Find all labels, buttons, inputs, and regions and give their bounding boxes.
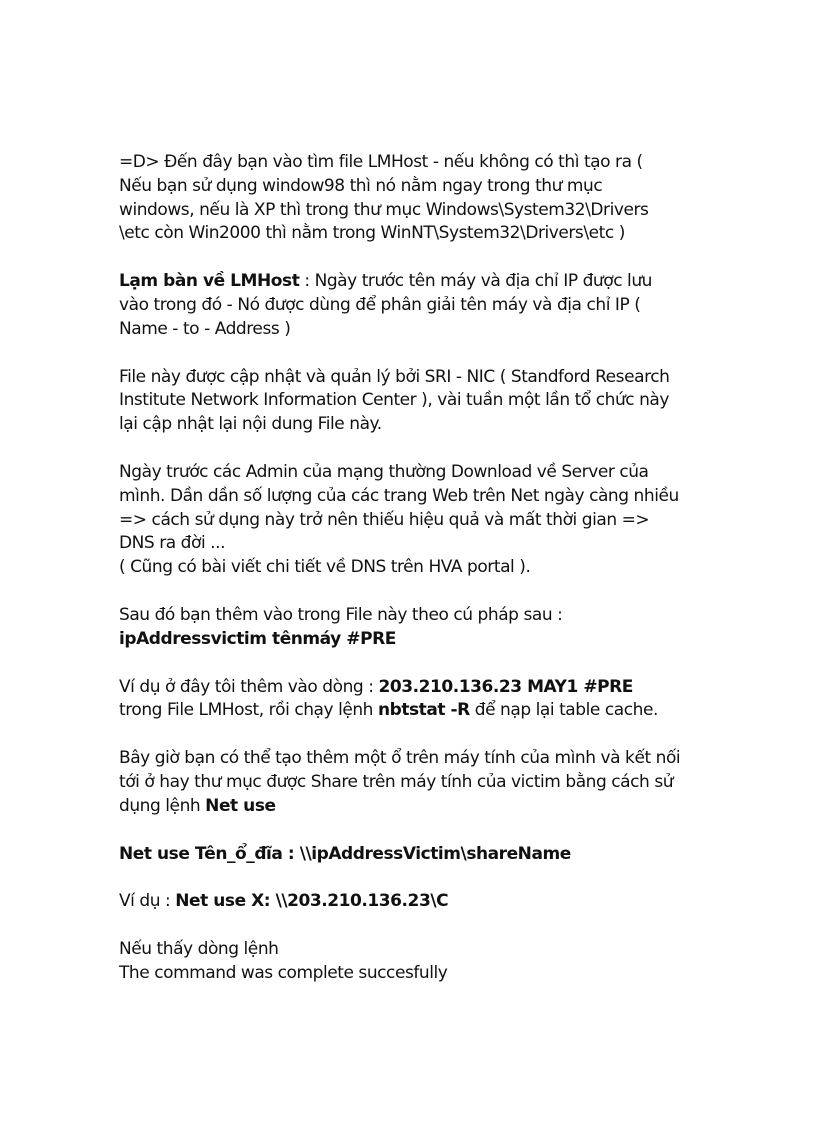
heading-about-lmhost: Lạm bàn về LMHost <box>119 271 300 292</box>
text-fragment: dụng lệnh <box>119 795 206 816</box>
net-use-command: Net use <box>205 795 276 816</box>
text-line: vào trong đó - Nó được dùng để phân giải tên máy và địa chỉ IP ( <box>119 294 641 315</box>
paragraph-net-use-example <box>119 890 719 914</box>
nbtstat-command: nbtstat -R <box>377 700 470 721</box>
text-fragment: trong File LMHost, rồi chạy lệnh <box>119 700 378 721</box>
text-line <box>119 890 719 914</box>
paragraph-net-use-syntax <box>119 843 719 867</box>
paragraph-about-lmhost <box>119 270 719 341</box>
syntax-code: ipAddressvictim tênmáy #PRE <box>119 628 396 649</box>
text-line: Nếu thấy dòng lệnh <box>119 939 279 960</box>
text-line <box>119 628 719 652</box>
paragraph-success-message <box>119 938 719 986</box>
text-line <box>119 795 719 819</box>
text-fragment: : Ngày trước tên máy và địa chỉ IP được lưu <box>299 271 652 292</box>
net-use-example-code: Net use X: \\203.210.136.23\C <box>175 891 449 912</box>
text-line: =D> Đến đây bạn vào tìm file LMHost - nếu không có thì tạo ra ( <box>119 152 643 172</box>
net-use-syntax-code: Net use Tên_ổ_đĩa : \\ipAddressVictim\shareName <box>119 843 571 864</box>
paragraph-sri-nic <box>119 366 719 437</box>
text-line <box>119 270 719 294</box>
text-line: => cách sử dụng này trở nên thiếu hiệu quả và mất thời gian => <box>119 509 650 530</box>
text-line: Ngày trước các Admin của mạng thường Download về Server của <box>119 461 649 482</box>
text-line: \etc còn Win2000 thì nằm trong WinNT\System32\Drivers\etc ) <box>119 223 625 244</box>
text-line: mình. Dần dần số lượng của các trang Web trên Net ngày càng nhiều <box>119 485 679 506</box>
paragraph-dns-history <box>119 461 719 580</box>
text-line: tới ở hay thư mục được Share trên máy tính của victim bằng cách sử <box>119 771 674 792</box>
paragraph-lmhost-location <box>119 151 719 246</box>
example-entry-code: 203.210.136.23 MAY1 #PRE <box>378 676 633 697</box>
text-fragment: Ví dụ ở đây tôi thêm vào dòng : <box>119 676 379 697</box>
text-fragment: để nạp lại table cache. <box>469 700 658 721</box>
text-line <box>119 843 719 867</box>
text-line <box>119 676 719 700</box>
text-line: DNS ra đời ... <box>119 533 226 554</box>
text-line: windows, nếu là XP thì trong thư mục Windows\System32\Drivers <box>119 199 649 220</box>
document-body <box>119 151 719 1010</box>
text-line: Nếu bạn sử dụng window98 thì nó nằm ngay trong thư mục <box>119 175 603 196</box>
text-line: The command was complete succesfully <box>119 962 448 983</box>
text-line: File này được cập nhật và quản lý bởi SRI - NIC ( Standford Research <box>119 366 670 387</box>
text-line: Sau đó bạn thêm vào trong File này theo cú pháp sau : <box>119 604 563 625</box>
text-line: ( Cũng có bài viết chi tiết về DNS trên HVA portal ). <box>119 557 531 578</box>
paragraph-example-entry <box>119 676 719 724</box>
paragraph-net-use-intro <box>119 747 719 818</box>
paragraph-syntax <box>119 604 719 652</box>
text-line: lại cập nhật lại nội dung File này. <box>119 414 382 435</box>
text-line: Name - to - Address ) <box>119 318 291 339</box>
text-line: Bây giờ bạn có thể tạo thêm một ổ trên máy tính của mình và kết nối <box>119 748 681 769</box>
text-fragment: Ví dụ : <box>119 891 176 912</box>
text-line: Institute Network Information Center ), vài tuần một lần tổ chức này <box>119 390 670 411</box>
text-line <box>119 699 719 723</box>
